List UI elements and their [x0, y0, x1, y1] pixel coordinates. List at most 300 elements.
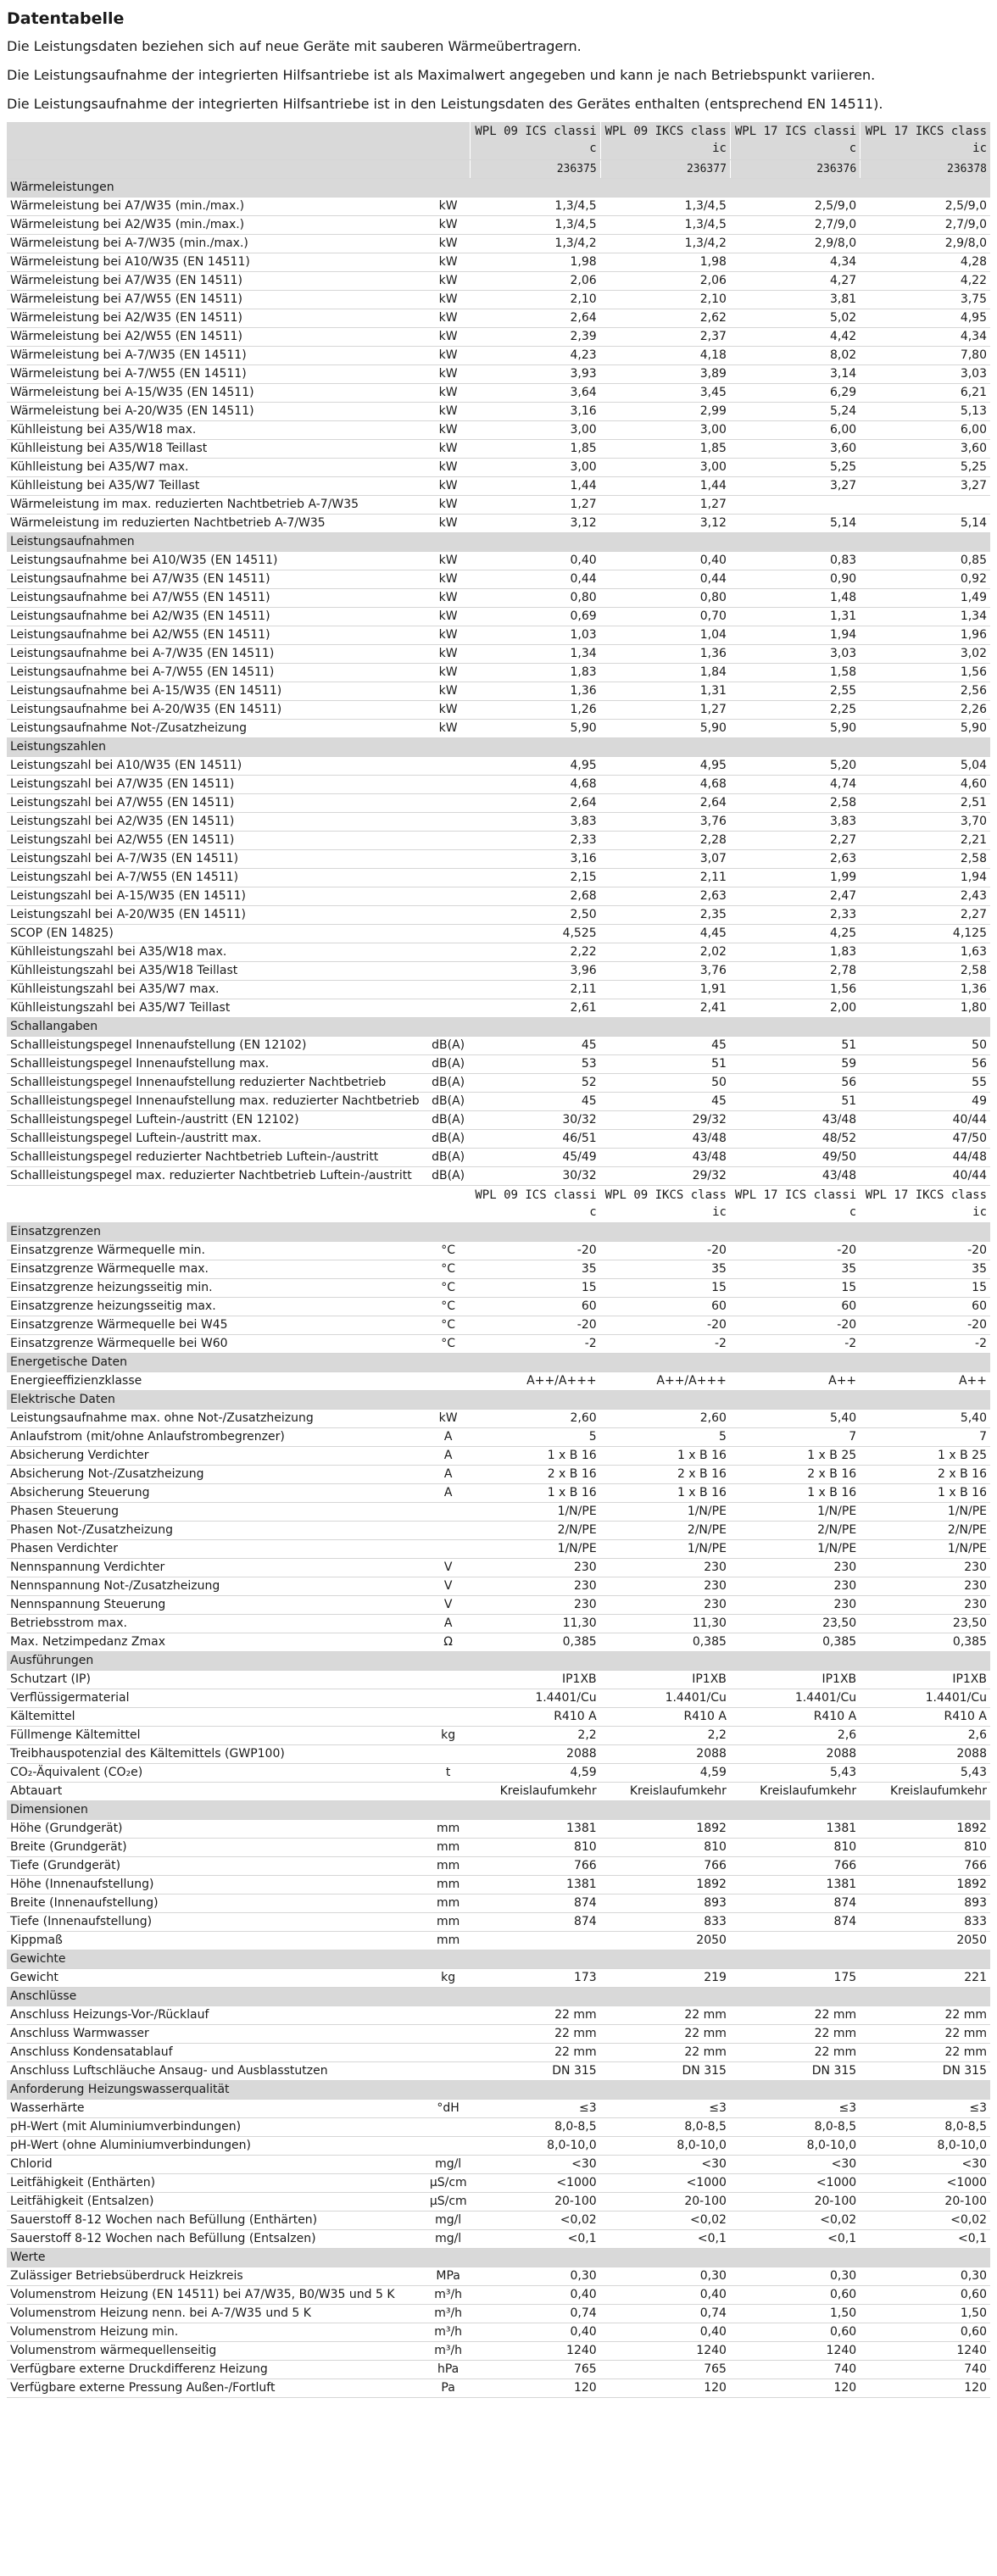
row-label: Wärmeleistung bei A2/W55 (EN 14511): [7, 327, 426, 346]
row-value: 20-100: [600, 2192, 730, 2211]
row-value: 3,02: [861, 644, 990, 663]
row-value: ≤3: [730, 2099, 860, 2117]
row-unit: kW: [426, 215, 471, 234]
row-value: 22 mm: [600, 2043, 730, 2061]
row-label: Kältemittel: [7, 1707, 426, 1726]
row-label: Leistungsaufnahme bei A2/W35 (EN 14511): [7, 607, 426, 626]
row-unit: [426, 999, 471, 1017]
row-value: 5,90: [600, 719, 730, 737]
row-value: 5: [600, 1427, 730, 1446]
row-value: <1000: [471, 2173, 600, 2192]
table-row: [7, 1633, 990, 1651]
row-label: Verflüssigermaterial: [7, 1689, 426, 1707]
row-unit: V: [426, 1595, 471, 1614]
table-row: [7, 2136, 990, 2155]
part-number: 236376: [730, 159, 860, 178]
table-row: [7, 607, 990, 626]
row-value: 3,93: [471, 364, 600, 383]
row-value: 1 x B 16: [730, 1483, 860, 1502]
row-value: 11,30: [471, 1614, 600, 1633]
row-unit: °C: [426, 1260, 471, 1278]
row-value: DN 315: [861, 2061, 990, 2080]
row-value: 5,14: [861, 514, 990, 532]
row-label: Kühlleistungszahl bei A35/W7 max.: [7, 980, 426, 999]
row-unit: kW: [426, 663, 471, 682]
row-value: 3,12: [600, 514, 730, 532]
table-row: [7, 1316, 990, 1334]
row-label: Wärmeleistung bei A7/W35 (EN 14511): [7, 271, 426, 290]
table-row: [7, 1931, 990, 1950]
row-value: 7: [861, 1427, 990, 1446]
row-value: 35: [861, 1260, 990, 1278]
row-value: -20: [730, 1316, 860, 1334]
row-label: Kippmaß: [7, 1931, 426, 1950]
row-value: 15: [600, 1278, 730, 1297]
table-row: [7, 2323, 990, 2341]
row-unit: °C: [426, 1334, 471, 1353]
table-row: [7, 1912, 990, 1931]
row-unit: kW: [426, 271, 471, 290]
table-row: [7, 215, 990, 234]
row-value: 2,78: [730, 961, 860, 980]
row-label: Volumenstrom Heizung (EN 14511) bei A7/W35, B0/W35 und 5 K: [7, 2285, 426, 2304]
row-value: DN 315: [730, 2061, 860, 2080]
row-label: Phasen Steuerung: [7, 1502, 426, 1521]
row-label: Schallleistungspegel Luftein-/austritt max.: [7, 1129, 426, 1148]
row-value: 55: [861, 1073, 990, 1092]
row-value: <30: [600, 2155, 730, 2173]
row-unit: °dH: [426, 2099, 471, 2117]
table-row: [7, 1129, 990, 1148]
model-header: WPL 17 IKCS classic: [861, 122, 990, 159]
row-value: 8,0-10,0: [861, 2136, 990, 2155]
section-header-row: [7, 532, 990, 551]
intro-note-2: Die Leistungsaufnahme der integrierten Hilfsantriebe ist als Maximalwert angegeben und kann je nach Betriebspunkt variieren.: [7, 67, 876, 83]
row-unit: [426, 1502, 471, 1521]
row-value: Kreislaufumkehr: [471, 1782, 600, 1800]
row-value: 1,94: [730, 626, 860, 644]
row-value: 20-100: [730, 2192, 860, 2211]
row-value: 1,83: [471, 663, 600, 682]
row-unit: [426, 905, 471, 924]
row-unit: hPa: [426, 2360, 471, 2378]
table-row: [7, 1371, 990, 1390]
row-value: 29/32: [600, 1166, 730, 1185]
row-unit: [426, 1539, 471, 1558]
row-value: 3,96: [471, 961, 600, 980]
row-value: R410 A: [730, 1707, 860, 1726]
section-title: Wärmeleistungen: [7, 178, 990, 197]
row-value: 0,60: [730, 2285, 860, 2304]
table-row: [7, 1054, 990, 1073]
row-value: 4,28: [861, 253, 990, 271]
row-value: 30/32: [471, 1110, 600, 1129]
row-value: 2,37: [600, 327, 730, 346]
row-value: 1/N/PE: [861, 1502, 990, 1521]
row-value: 765: [471, 2360, 600, 2378]
table-row: [7, 1558, 990, 1577]
row-unit: Ω: [426, 1633, 471, 1651]
row-value: 5,90: [471, 719, 600, 737]
row-value: 2,5/9,0: [861, 197, 990, 215]
row-value: <30: [471, 2155, 600, 2173]
row-value: 2,22: [471, 943, 600, 961]
row-value: 1240: [861, 2341, 990, 2360]
row-value: 221: [861, 1968, 990, 1987]
row-value: 0,40: [600, 2323, 730, 2341]
row-label: Einsatzgrenze heizungsseitig max.: [7, 1297, 426, 1316]
row-unit: dB(A): [426, 1129, 471, 1148]
row-value: 3,14: [730, 364, 860, 383]
row-value: 1,63: [861, 943, 990, 961]
row-value: 1,36: [600, 644, 730, 663]
row-value: 120: [861, 2378, 990, 2397]
row-label: Leitfähigkeit (Entsalzen): [7, 2192, 426, 2211]
table-row: [7, 1334, 990, 1353]
row-value: 0,40: [471, 2285, 600, 2304]
row-label: Einsatzgrenze Wärmequelle max.: [7, 1260, 426, 1278]
row-value: 4,22: [861, 271, 990, 290]
row-unit: dB(A): [426, 1166, 471, 1185]
table-row: [7, 1427, 990, 1446]
row-value: 30/32: [471, 1166, 600, 1185]
row-label: Phasen Not-/Zusatzheizung: [7, 1521, 426, 1539]
row-unit: kW: [426, 364, 471, 383]
row-value: 1/N/PE: [730, 1539, 860, 1558]
table-row: [7, 197, 990, 215]
row-value: 2,35: [600, 905, 730, 924]
row-unit: mg/l: [426, 2229, 471, 2248]
table-row: [7, 905, 990, 924]
row-label: Wärmeleistung bei A7/W55 (EN 14511): [7, 290, 426, 309]
table-row: [7, 1614, 990, 1633]
table-row: [7, 849, 990, 868]
row-unit: [426, 924, 471, 943]
table-row: [7, 1260, 990, 1278]
row-label: Schutzart (IP): [7, 1670, 426, 1689]
row-value: 1 x B 16: [471, 1483, 600, 1502]
row-value: 2,21: [861, 831, 990, 849]
row-value: 1 x B 16: [600, 1483, 730, 1502]
intro-note-3: Die Leistungsaufnahme der integrierten Hilfsantriebe ist in den Leistungsdaten des Gerätes enthalten (entsprechend EN 14511).: [7, 96, 883, 112]
row-label: Leistungsaufnahme bei A7/W35 (EN 14511): [7, 570, 426, 588]
row-label: Volumenstrom Heizung nenn. bei A-7/W35 und 5 K: [7, 2304, 426, 2323]
row-value: 4,18: [600, 346, 730, 364]
row-label: Einsatzgrenze Wärmequelle bei W45: [7, 1316, 426, 1334]
row-unit: dB(A): [426, 1054, 471, 1073]
row-value: 230: [730, 1577, 860, 1595]
row-value: 2,99: [600, 402, 730, 420]
row-value: 2,2: [471, 1726, 600, 1744]
row-label: Wärmeleistung bei A7/W35 (min./max.): [7, 197, 426, 215]
row-value: 22 mm: [861, 2006, 990, 2024]
section-header-row: [7, 178, 990, 197]
row-unit: kW: [426, 439, 471, 458]
row-value: DN 315: [600, 2061, 730, 2080]
row-label: Schallleistungspegel Innenaufstellung max. reduzierter Nachtbetrieb: [7, 1092, 426, 1110]
row-value: 40/44: [861, 1166, 990, 1185]
row-unit: kW: [426, 458, 471, 476]
row-value: 51: [730, 1036, 860, 1054]
row-value: 0,90: [730, 570, 860, 588]
row-label: Wärmeleistung bei A2/W35 (EN 14511): [7, 309, 426, 327]
section-header-row: [7, 1353, 990, 1371]
part-number: 236375: [471, 159, 600, 178]
row-value: 1,03: [471, 626, 600, 644]
row-value: R410 A: [600, 1707, 730, 1726]
table-row: [7, 2285, 990, 2304]
row-value: 0,44: [471, 570, 600, 588]
row-value: 8,0-10,0: [730, 2136, 860, 2155]
row-unit: kg: [426, 1968, 471, 1987]
row-label: Leistungszahl bei A10/W35 (EN 14511): [7, 756, 426, 775]
row-value: 2,58: [861, 849, 990, 868]
row-value: 2,41: [600, 999, 730, 1017]
row-value: 0,60: [861, 2323, 990, 2341]
row-unit: [426, 1689, 471, 1707]
row-value: 1240: [730, 2341, 860, 2360]
row-unit: [426, 887, 471, 905]
row-value: 1,83: [730, 943, 860, 961]
row-value: 2,63: [600, 887, 730, 905]
row-unit: [426, 812, 471, 831]
row-value: 2,39: [471, 327, 600, 346]
row-value: 4,525: [471, 924, 600, 943]
row-value: 2088: [861, 1744, 990, 1763]
table-row: [7, 1763, 990, 1782]
row-value: 766: [471, 1856, 600, 1875]
row-value: 2,60: [471, 1409, 600, 1427]
row-value: 52: [471, 1073, 600, 1092]
row-value: 2/N/PE: [600, 1521, 730, 1539]
row-label: Leistungszahl bei A7/W35 (EN 14511): [7, 775, 426, 793]
table-row: [7, 346, 990, 364]
row-value: 50: [600, 1073, 730, 1092]
row-label: Chlorid: [7, 2155, 426, 2173]
row-value: 0,385: [861, 1633, 990, 1651]
section-header-row: [7, 1222, 990, 1241]
row-value: 1,3/4,2: [600, 234, 730, 253]
row-value: 3,75: [861, 290, 990, 309]
row-value: 2,55: [730, 682, 860, 700]
row-value: 230: [471, 1595, 600, 1614]
section-header-row: [7, 737, 990, 756]
table-row: [7, 2378, 990, 2397]
row-label: Kühlleistungszahl bei A35/W18 Teillast: [7, 961, 426, 980]
row-value: -20: [471, 1241, 600, 1260]
row-label: Einsatzgrenze Wärmequelle bei W60: [7, 1334, 426, 1353]
row-label: Leistungsaufnahme bei A7/W55 (EN 14511): [7, 588, 426, 607]
row-unit: mm: [426, 1838, 471, 1856]
row-value: 8,0-8,5: [861, 2117, 990, 2136]
row-unit: µS/cm: [426, 2192, 471, 2211]
row-label: Breite (Grundgerät): [7, 1838, 426, 1856]
table-row: [7, 663, 990, 682]
row-label: Schallleistungspegel reduzierter Nachtbetrieb Luftein-/austritt: [7, 1148, 426, 1166]
table-row: [7, 2024, 990, 2043]
table-row: [7, 551, 990, 570]
row-value: 765: [600, 2360, 730, 2378]
row-value: 2,63: [730, 849, 860, 868]
model-header: WPL 09 IKCS classic: [600, 122, 730, 159]
row-value: 5: [471, 1427, 600, 1446]
row-value: 35: [600, 1260, 730, 1278]
row-value: 2,60: [600, 1409, 730, 1427]
table-row: [7, 2006, 990, 2024]
row-value: 1/N/PE: [600, 1539, 730, 1558]
row-value: 2,15: [471, 868, 600, 887]
row-label: Abtauart: [7, 1782, 426, 1800]
table-row: [7, 476, 990, 495]
row-label: Höhe (Innenaufstellung): [7, 1875, 426, 1894]
row-value: 1892: [600, 1875, 730, 1894]
row-value: 2,25: [730, 700, 860, 719]
table-row: [7, 1110, 990, 1129]
row-value: 766: [730, 1856, 860, 1875]
row-value: 43/48: [600, 1129, 730, 1148]
row-value: 0,30: [730, 2267, 860, 2285]
row-value: 1381: [471, 1819, 600, 1838]
row-value: 15: [861, 1278, 990, 1297]
row-value: 6,21: [861, 383, 990, 402]
section-header-row: [7, 1390, 990, 1409]
row-value: <30: [730, 2155, 860, 2173]
row-value: 0,70: [600, 607, 730, 626]
row-value: 11,30: [600, 1614, 730, 1633]
row-value: 2,6: [861, 1726, 990, 1744]
row-value: 230: [471, 1577, 600, 1595]
table-row: [7, 2117, 990, 2136]
row-value: 0,80: [600, 588, 730, 607]
section-header-row: [7, 2248, 990, 2267]
table-row: [7, 1838, 990, 1856]
row-value: 22 mm: [730, 2043, 860, 2061]
row-value: 2/N/PE: [730, 1521, 860, 1539]
row-value: 2,27: [730, 831, 860, 849]
row-value: 0,385: [730, 1633, 860, 1651]
row-unit: [426, 2136, 471, 2155]
table-row: [7, 234, 990, 253]
row-label: Tiefe (Innenaufstellung): [7, 1912, 426, 1931]
row-value: 1,31: [730, 607, 860, 626]
row-label: Betriebsstrom max.: [7, 1614, 426, 1633]
row-value: 1,49: [861, 588, 990, 607]
row-label: Kühlleistung bei A35/W7 Teillast: [7, 476, 426, 495]
row-value: 3,00: [471, 420, 600, 439]
row-value: 43/48: [730, 1110, 860, 1129]
row-value: 1 x B 16: [861, 1483, 990, 1502]
row-value: 0,30: [861, 2267, 990, 2285]
row-value: 1,96: [861, 626, 990, 644]
row-value: 1,85: [600, 439, 730, 458]
row-value: 0,69: [471, 607, 600, 626]
row-value: 3,27: [730, 476, 860, 495]
model-header: WPL 17 IKCS classic: [861, 1185, 990, 1222]
row-value: A++/A+++: [471, 1371, 600, 1390]
row-value: 22 mm: [600, 2006, 730, 2024]
row-value: -20: [730, 1241, 860, 1260]
row-value: 120: [730, 2378, 860, 2397]
row-label: Schallleistungspegel Innenaufstellung (EN 12102): [7, 1036, 426, 1054]
row-value: <0,02: [471, 2211, 600, 2229]
row-value: 60: [600, 1297, 730, 1316]
row-value: 810: [730, 1838, 860, 1856]
row-unit: dB(A): [426, 1110, 471, 1129]
table-row: [7, 1782, 990, 1800]
row-value: 0,30: [471, 2267, 600, 2285]
row-unit: V: [426, 1577, 471, 1595]
row-value: 0,83: [730, 551, 860, 570]
row-value: 2,68: [471, 887, 600, 905]
row-value: 45/49: [471, 1148, 600, 1166]
row-label: Leistungszahl bei A2/W35 (EN 14511): [7, 812, 426, 831]
row-value: 1,04: [600, 626, 730, 644]
table-row: [7, 924, 990, 943]
row-label: Verfügbare externe Druckdifferenz Heizung: [7, 2360, 426, 2378]
row-value: 8,0-8,5: [471, 2117, 600, 2136]
row-value: <0,1: [600, 2229, 730, 2248]
row-label: Absicherung Not-/Zusatzheizung: [7, 1465, 426, 1483]
row-value: 1/N/PE: [730, 1502, 860, 1521]
row-label: Einsatzgrenze Wärmequelle min.: [7, 1241, 426, 1260]
row-value: 1,3/4,5: [471, 215, 600, 234]
row-unit: mm: [426, 1856, 471, 1875]
table-row: [7, 439, 990, 458]
section-title: Werte: [7, 2248, 990, 2267]
row-unit: kW: [426, 700, 471, 719]
row-value: 1,3/4,2: [471, 234, 600, 253]
row-label: Anlaufstrom (mit/ohne Anlaufstrombegrenzer): [7, 1427, 426, 1446]
row-value: 2,58: [730, 793, 860, 812]
row-label: Nennspannung Verdichter: [7, 1558, 426, 1577]
row-label: Anschluss Kondensatablauf: [7, 2043, 426, 2061]
row-unit: mm: [426, 1819, 471, 1838]
row-value: [730, 1931, 860, 1950]
row-label: Schallleistungspegel Luftein-/austritt (EN 12102): [7, 1110, 426, 1129]
table-row: [7, 719, 990, 737]
row-unit: mm: [426, 1931, 471, 1950]
header-label-cell: [7, 122, 426, 159]
row-label: Max. Netzimpedanz Zmax: [7, 1633, 426, 1651]
row-label: Kühlleistung bei A35/W18 max.: [7, 420, 426, 439]
row-unit: °C: [426, 1241, 471, 1260]
row-value: 1,26: [471, 700, 600, 719]
row-value: 5,43: [861, 1763, 990, 1782]
row-value: 2088: [600, 1744, 730, 1763]
row-value: 2088: [471, 1744, 600, 1763]
model-header: WPL 09 ICS classic: [471, 1185, 600, 1222]
row-unit: Pa: [426, 2378, 471, 2397]
row-value: 56: [861, 1054, 990, 1073]
row-value: 1.4401/Cu: [600, 1689, 730, 1707]
table-row: [7, 812, 990, 831]
row-value: 1/N/PE: [471, 1539, 600, 1558]
row-unit: kW: [426, 402, 471, 420]
row-unit: kW: [426, 644, 471, 663]
row-value: -20: [861, 1241, 990, 1260]
row-value: 3,12: [471, 514, 600, 532]
row-value: 1,34: [471, 644, 600, 663]
row-value: 22 mm: [730, 2024, 860, 2043]
row-value: 2,61: [471, 999, 600, 1017]
section-title: Anforderung Heizungswasserqualität: [7, 2080, 990, 2099]
row-unit: t: [426, 1763, 471, 1782]
table-row: [7, 2173, 990, 2192]
row-value: 1/N/PE: [600, 1502, 730, 1521]
row-unit: dB(A): [426, 1073, 471, 1092]
row-unit: [426, 2006, 471, 2024]
row-label: Schallleistungspegel Innenaufstellung reduzierter Nachtbetrieb: [7, 1073, 426, 1092]
